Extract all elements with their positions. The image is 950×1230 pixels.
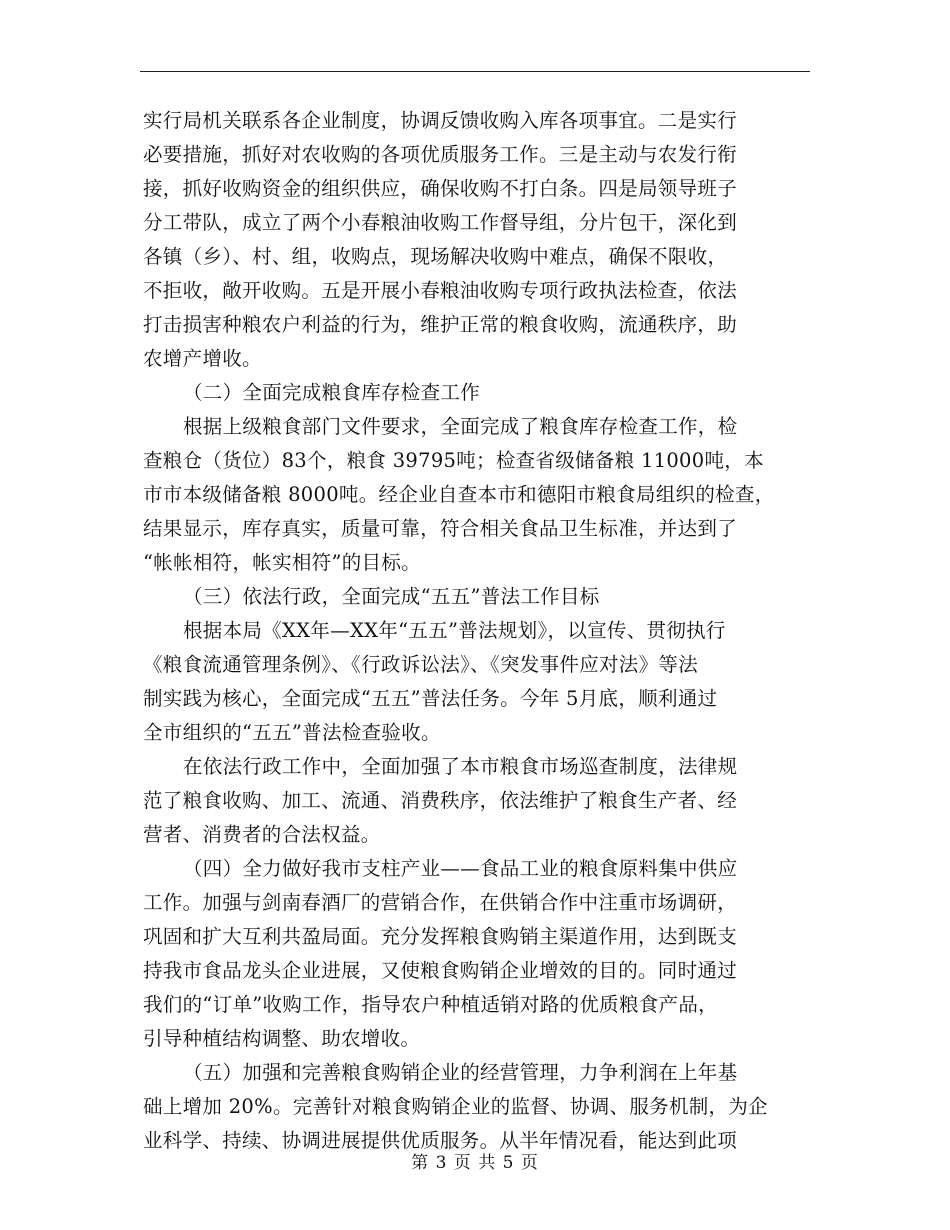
text-line: 根据本局《XX年—XX年“五五”普法规划》，以宣传、贯彻执行 (183, 619, 726, 642)
text-line: 在依法行政工作中，全面加强了本市粮食市场巡查制度，法律规 (183, 755, 738, 778)
text-line: 业科学、持续、协调进展提供优质服务。从半年情况看，能达到此项 (143, 1129, 738, 1152)
text-line: 础上增加 20%。完善针对粮食购销企业的监督、协调、服务机制，为企 (143, 1095, 768, 1118)
text-line: 引导种植结构调整、助农增收。 (143, 1027, 421, 1050)
text-line: 制实践为核心，全面完成“五五”普法任务。今年 5月底，顺利通过 (143, 687, 718, 710)
text-line: 全市组织的“五五”普法检查验收。 (143, 721, 441, 744)
text-line: 打击损害种粮农户利益的行为，维护正常的粮食收购，流通秩序，助 (143, 313, 738, 336)
text-line: 结果显示，库存真实，质量可靠，符合相关食品卫生标准，并达到了 (143, 517, 738, 540)
text-line: 查粮仓（货位）83个，粮食 39795吨；检查省级储备粮 11000吨，本 (143, 449, 764, 472)
text-line: 市市本级储备粮 8000吨。经企业自查本市和德阳市粮食局组织的检查， (143, 483, 775, 506)
body-text (143, 104, 815, 1158)
text-line: 持我市食品龙头企业进展，又使粮食购销企业增效的目的。同时通过 (143, 959, 738, 982)
text-line: 各镇（乡）、村、组，收购点，现场解决收购中难点，确保不限收， (143, 245, 728, 268)
text-line: 农增产增收。 (143, 347, 262, 370)
text-line: 《粮食流通管理条例》、《行政诉讼法》、《突发事件应对法》等法 (143, 653, 699, 676)
page-number: 第 3 页 共 5 页 (411, 1153, 539, 1173)
text-line: 营者、消费者的合法权益。 (143, 823, 381, 846)
section-heading: （五）加强和完善粮食购销企业的经营管理，力争利润在上年基 (183, 1061, 738, 1084)
section-heading: （二）全面完成粮食库存检查工作 (183, 381, 481, 404)
text-line: 实行局机关联系各企业制度，协调反馈收购入库各项事宜。二是实行 (143, 109, 738, 132)
text-line: 接，抓好收购资金的组织供应，确保收购不打白条。四是局领导班子 (143, 177, 738, 200)
text-line: 不拒收，敞开收购。五是开展小春粮油收购专项行政执法检查，依法 (143, 279, 738, 302)
text-line: 巩固和扩大互利共盈局面。充分发挥粮食购销主渠道作用，达到既支 (143, 925, 738, 948)
header-rule (140, 71, 810, 72)
section-heading: （三）依法行政，全面完成“五五”普法工作目标 (183, 585, 600, 608)
text-line: 工作。加强与剑南春酒厂的营销合作，在供销合作中注重市场调研， (143, 891, 738, 914)
section-heading: （四）全力做好我市支柱产业——食品工业的粮食原料集中供应 (183, 857, 738, 880)
text-line: 根据上级粮食部门文件要求，全面完成了粮食库存检查工作，检 (183, 415, 738, 438)
text-line: 分工带队，成立了两个小春粮油收购工作督导组，分片包干，深化到 (143, 211, 738, 234)
text-line: 我们的“订单”收购工作，指导农户种植适销对路的优质粮食产品， (143, 993, 718, 1016)
text-line: 必要措施，抓好对农收购的各项优质服务工作。三是主动与农发行衔 (143, 143, 738, 166)
text-line: 范了粮食收购、加工、流通、消费秩序，依法维护了粮食生产者、经 (143, 789, 738, 812)
text-line: “帐帐相符，帐实相符”的目标。 (143, 551, 421, 574)
